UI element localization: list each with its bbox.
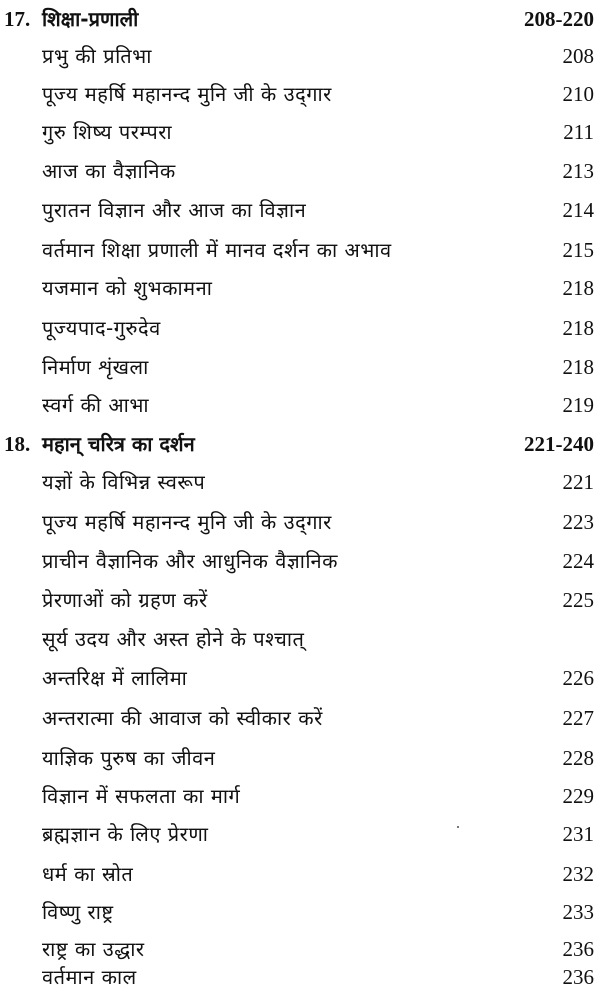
entry-title: याज्ञिक पुरुष का जीवन [42, 746, 216, 770]
entry-title: धर्म का स्रोत [42, 862, 134, 886]
entry-page-number: 214 [562, 198, 594, 222]
entry-title: पूज्य महर्षि महानन्द मुनि जी के उद्‌गार [42, 82, 332, 106]
toc-entry [0, 37, 600, 75]
chapter-page-range: 221-240 [524, 432, 594, 456]
toc-entry [0, 542, 600, 580]
entry-title: पुरातन विज्ञान और आज का विज्ञान [42, 198, 307, 222]
toc-entry [0, 893, 600, 931]
toc-entry [0, 309, 600, 347]
entry-page-number: 224 [562, 549, 594, 573]
entry-page-number: 226 [562, 666, 594, 690]
entry-title: पूज्य महर्षि महानन्द मुनि जी के उद्‌गार [42, 510, 332, 534]
entry-title: गुरु शिष्य परम्परा [42, 120, 173, 144]
entry-title: अन्तरात्मा की आवाज को स्वीकार करें [42, 706, 323, 730]
chapter-number: 18. [4, 432, 31, 456]
entry-page-number: 236 [562, 965, 594, 989]
toc-entry [0, 386, 600, 424]
entry-page-number: 223 [562, 510, 594, 534]
entry-title: ब्रह्मज्ञान के लिए प्रेरणा [42, 822, 209, 846]
entry-title: यज्ञों के विभिन्न स्वरूप [42, 470, 206, 494]
entry-page-number: 232 [562, 862, 594, 886]
entry-page-number: 210 [562, 82, 594, 106]
entry-page-number: 218 [562, 316, 594, 340]
entry-title: विज्ञान में सफलता का मार्ग [42, 784, 241, 808]
entry-page-number: 218 [562, 355, 594, 379]
chapter-heading [0, 0, 600, 38]
entry-title: वर्तमान शिक्षा प्रणाली में मानव दर्शन का अभाव [42, 238, 392, 262]
toc-entry [0, 581, 600, 619]
toc-entry [0, 113, 600, 151]
entry-page-number: 228 [562, 746, 594, 770]
entry-page-number: 219 [562, 393, 594, 417]
entry-page-number: 236 [562, 937, 594, 961]
entry-title: विष्णु राष्ट्र [42, 900, 114, 924]
toc-entry [0, 855, 600, 893]
entry-page-number: 231 [562, 822, 594, 846]
chapter-page-range: 208-220 [524, 7, 594, 31]
chapter-heading [0, 425, 600, 463]
chapter-title: महान् चरित्र का दर्शन [42, 432, 195, 456]
entry-page-number: 229 [562, 784, 594, 808]
entry-page-number: 218 [562, 276, 594, 300]
entry-title: स्वर्ग की आभा [42, 393, 150, 417]
toc-entry [0, 191, 600, 229]
entry-title: सूर्य उदय और अस्त होने के पश्चात् [42, 627, 305, 651]
toc-entry [0, 739, 600, 777]
toc-entry [0, 777, 600, 815]
entry-page-number: 233 [562, 900, 594, 924]
toc-entry [0, 958, 600, 996]
entry-title: प्रभु की प्रतिभा [42, 44, 152, 68]
entry-page-number: 208 [562, 44, 594, 68]
entry-page-number: 225 [562, 588, 594, 612]
toc-entry [0, 699, 600, 737]
toc-entry [0, 620, 600, 658]
toc-entry [0, 503, 600, 541]
entry-title: प्राचीन वैज्ञानिक और आधुनिक वैज्ञानिक [42, 549, 339, 573]
entry-title: निर्माण शृंखला [42, 355, 149, 379]
entry-page-number: 221 [562, 470, 594, 494]
entry-page-number: 227 [562, 706, 594, 730]
toc-entry [0, 231, 600, 269]
entry-title: राष्ट्र का उद्धार [42, 937, 145, 961]
toc-entry [0, 75, 600, 113]
entry-page-number: 211 [563, 120, 594, 144]
toc-entry [0, 815, 600, 853]
entry-title: प्रेरणाओं को ग्रहण करें [42, 588, 208, 612]
entry-title: यजमान को शुभकामना [42, 276, 213, 300]
toc-entry [0, 152, 600, 190]
entry-title: आज का वैज्ञानिक [42, 159, 176, 183]
entry-title: पूज्यपाद-गुरुदेव [42, 316, 161, 340]
chapter-number: 17. [4, 7, 31, 31]
entry-page-number: 213 [562, 159, 594, 183]
toc-entry [0, 463, 600, 501]
entry-title: अन्तरिक्ष में लालिमा [42, 666, 188, 690]
print-speck [457, 826, 459, 828]
toc-entry [0, 269, 600, 307]
toc-entry [0, 659, 600, 697]
chapter-title: शिक्षा-प्रणाली [42, 7, 139, 31]
entry-title: वर्तमान काल [42, 965, 137, 989]
entry-page-number: 215 [562, 238, 594, 262]
toc-entry [0, 348, 600, 386]
